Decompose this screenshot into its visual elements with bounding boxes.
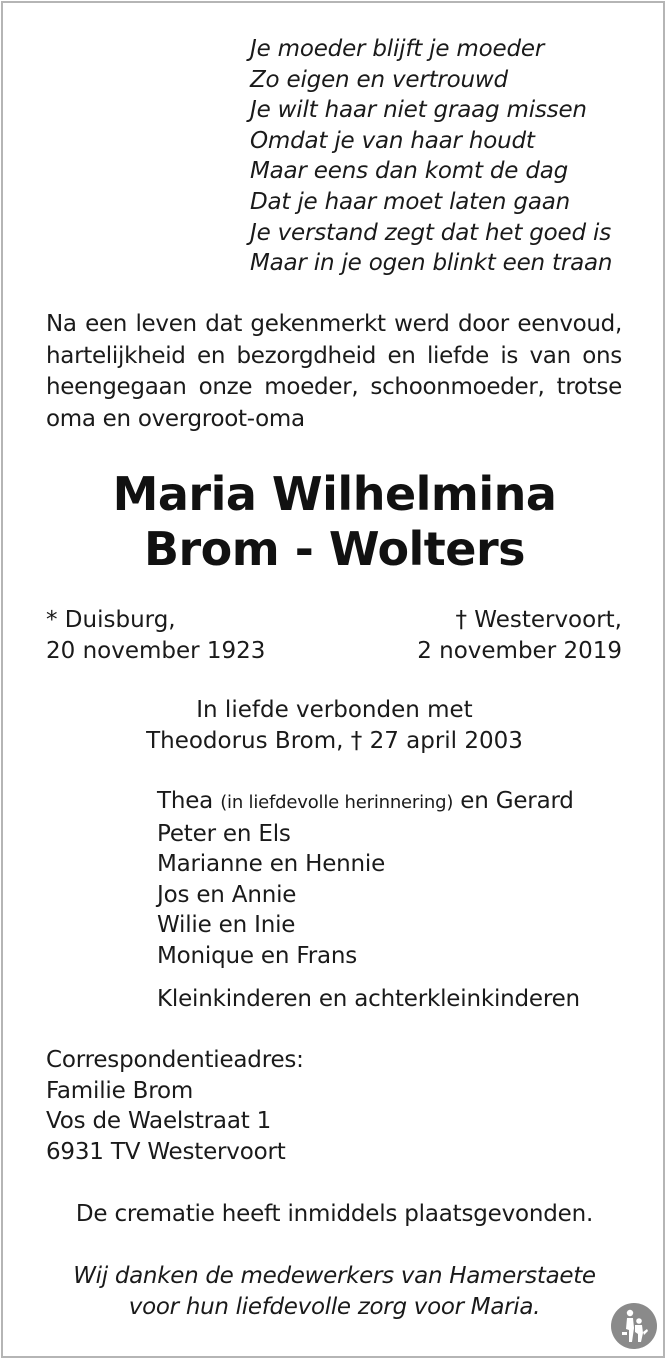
partner-name: Theodorus Brom, † 27 april 2003: [146, 728, 523, 754]
death-place: † Westervoort,: [455, 607, 622, 633]
correspondence-address: [46, 1045, 304, 1167]
deceased-name-first: Maria Wilhelmina: [112, 467, 557, 521]
caregiver-figures-icon: [610, 1302, 658, 1350]
birth-info: [46, 605, 265, 667]
death-date: 2 november 2019: [417, 638, 622, 664]
address-label: Correspondentieadres:: [46, 1047, 304, 1073]
thanks-line: voor hun liefdevolle zorg voor Maria.: [128, 1294, 541, 1320]
family-item: Marianne en Hennie: [157, 851, 386, 878]
address-line: 6931 TV Westervoort: [46, 1138, 286, 1165]
death-info: [417, 605, 622, 667]
poem-line: Dat je haar moet laten gaan: [250, 188, 570, 215]
family-partner: en Gerard: [460, 788, 574, 814]
family-item: Wilie en Inie: [157, 912, 296, 939]
family-item: Peter en Els: [157, 820, 291, 847]
family-item: Monique en Frans: [157, 942, 358, 969]
poem-line: Je moeder blijft je moeder: [250, 36, 545, 62]
deceased-name-last: Brom - Wolters: [143, 522, 526, 576]
poem: [250, 34, 612, 279]
partner-line: In liefde verbonden met: [196, 697, 473, 723]
intro-text: Na een leven dat gekenmerkt werd door eenvoud, hartelijkheid en bezorgdheid en liefde is van ons heengegaan onze moeder, schoonmoeder, trotse oma en overgroot-oma: [46, 311, 622, 432]
poem-line: Zo eigen en vertrouwd: [250, 66, 508, 93]
address-line: Vos de Waelstraat 1: [46, 1108, 272, 1135]
poem-line: Je verstand zegt dat het goed is: [250, 219, 611, 246]
birth-date: 20 november 1923: [46, 638, 266, 664]
family-name: Thea: [157, 788, 214, 814]
memorial-note: (in liefdevolle herinnering): [220, 792, 454, 813]
thanks-note: [0, 1261, 669, 1323]
poem-line: Maar eens dan komt de dag: [250, 158, 569, 185]
grandchildren: Kleinkinderen en achterkleinkinderen: [157, 986, 580, 1012]
family-list: [157, 786, 574, 972]
poem-line: Je wilt haar niet graag missen: [250, 97, 587, 124]
thanks-line: Wij danken de medewerkers van Hamerstaete: [73, 1263, 596, 1289]
poem-line: Maar in je ogen blinkt een traan: [250, 250, 613, 277]
cremation-notice: De crematie heeft inmiddels plaatsgevonden.: [75, 1201, 594, 1227]
partner-info: [0, 695, 669, 757]
poem-line: Omdat je van haar houdt: [250, 127, 535, 154]
family-item: Jos en Annie: [157, 881, 297, 908]
address-line: Familie Brom: [46, 1077, 194, 1104]
birth-place: * Duisburg,: [46, 607, 176, 633]
family-item: [157, 786, 574, 819]
